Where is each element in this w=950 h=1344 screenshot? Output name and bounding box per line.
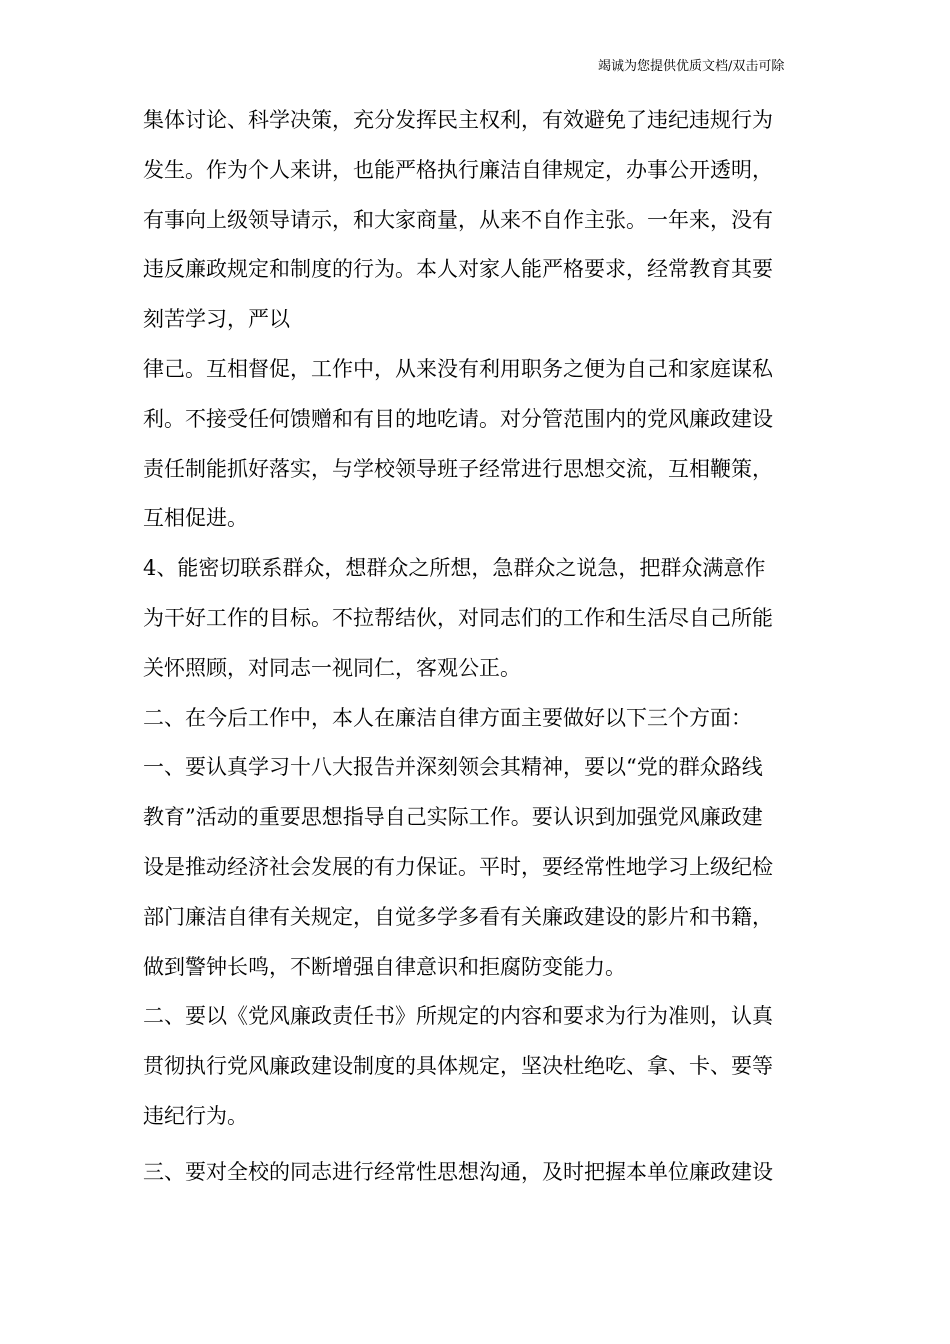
paragraph-responsibility [143, 992, 823, 1141]
text-line: 做到警钟长鸣，不断增强自律意识和拒腐防变能力。 [143, 954, 626, 979]
text-line: 违纪行为。 [143, 1103, 248, 1128]
text-line: 发生。作为个人来讲，也能严格执行廉洁自律规定，办事公开透明， [143, 157, 773, 182]
paragraph-point-4 [143, 544, 823, 693]
text-line: 集体讨论、科学决策，充分发挥民主权利，有效避免了违纪违规行为 [143, 108, 773, 132]
header-note: 竭诚为您提供优质文档/双击可除 [598, 59, 785, 74]
text-line: 二、在今后工作中，本人在廉洁自律方面主要做好以下三个方面： [143, 705, 752, 730]
text-line: 为干好工作的目标。不拉帮结伙，对同志们的工作和生活尽自己所能 [143, 605, 773, 630]
text-line: 责任制能抓好落实，与学校领导班子经常进行思想交流，互相鞭策， [143, 456, 773, 481]
text-line: 违反廉政规定和制度的行为。本人对家人能严格要求，经常教育其要 [143, 257, 773, 282]
text-line: 部门廉洁自律有关规定，自觉多学多看有关廉政建设的影片和书籍， [143, 904, 773, 929]
text-line: 互相促进。 [143, 506, 248, 531]
section-heading-future-work [143, 694, 823, 744]
text-line: 刻苦学习，严以 [143, 307, 290, 332]
text-line: 二、要以《党风廉政责任书》所规定的内容和要求为行为准则，认真 [143, 1004, 773, 1029]
text-line: 设是推动经济社会发展的有力保证。平时，要经常性地学习上级纪检 [143, 854, 773, 879]
text-line: 4、能密切联系群众，想群众之所想，急群众之说急，把群众满意作 [143, 556, 766, 581]
text-line: 有事向上级领导请示，和大家商量，从来不自作主张。一年来，没有 [143, 207, 773, 232]
text-line: 关怀照顾，对同志一视同仁，客观公正。 [143, 655, 521, 680]
text-line: 一、要认真学习十八大报告并深刻领会其精神，要以“党的群众路线 [143, 755, 763, 780]
text-line: 贯彻执行党风廉政建设制度的具体规定，坚决杜绝吃、拿、卡、要等 [143, 1054, 773, 1079]
document-body [143, 96, 823, 1198]
paragraph-study [143, 743, 823, 992]
text-line: 律己。互相督促，工作中，从来没有利用职务之便为自己和家庭谋私 [143, 356, 773, 381]
text-line: 利。不接受任何馈赠和有目的地吃请。对分管范围内的党风廉政建设 [143, 406, 773, 431]
paragraph-self-discipline [143, 96, 823, 345]
paragraph-communication [143, 1148, 823, 1198]
paragraph-supervision [143, 345, 823, 544]
text-line: 教育”活动的重要思想指导自己实际工作。要认识到加强党风廉政建 [143, 805, 763, 830]
text-line: 三、要对全校的同志进行经常性思想沟通，及时把握本单位廉政建设 [143, 1159, 773, 1184]
